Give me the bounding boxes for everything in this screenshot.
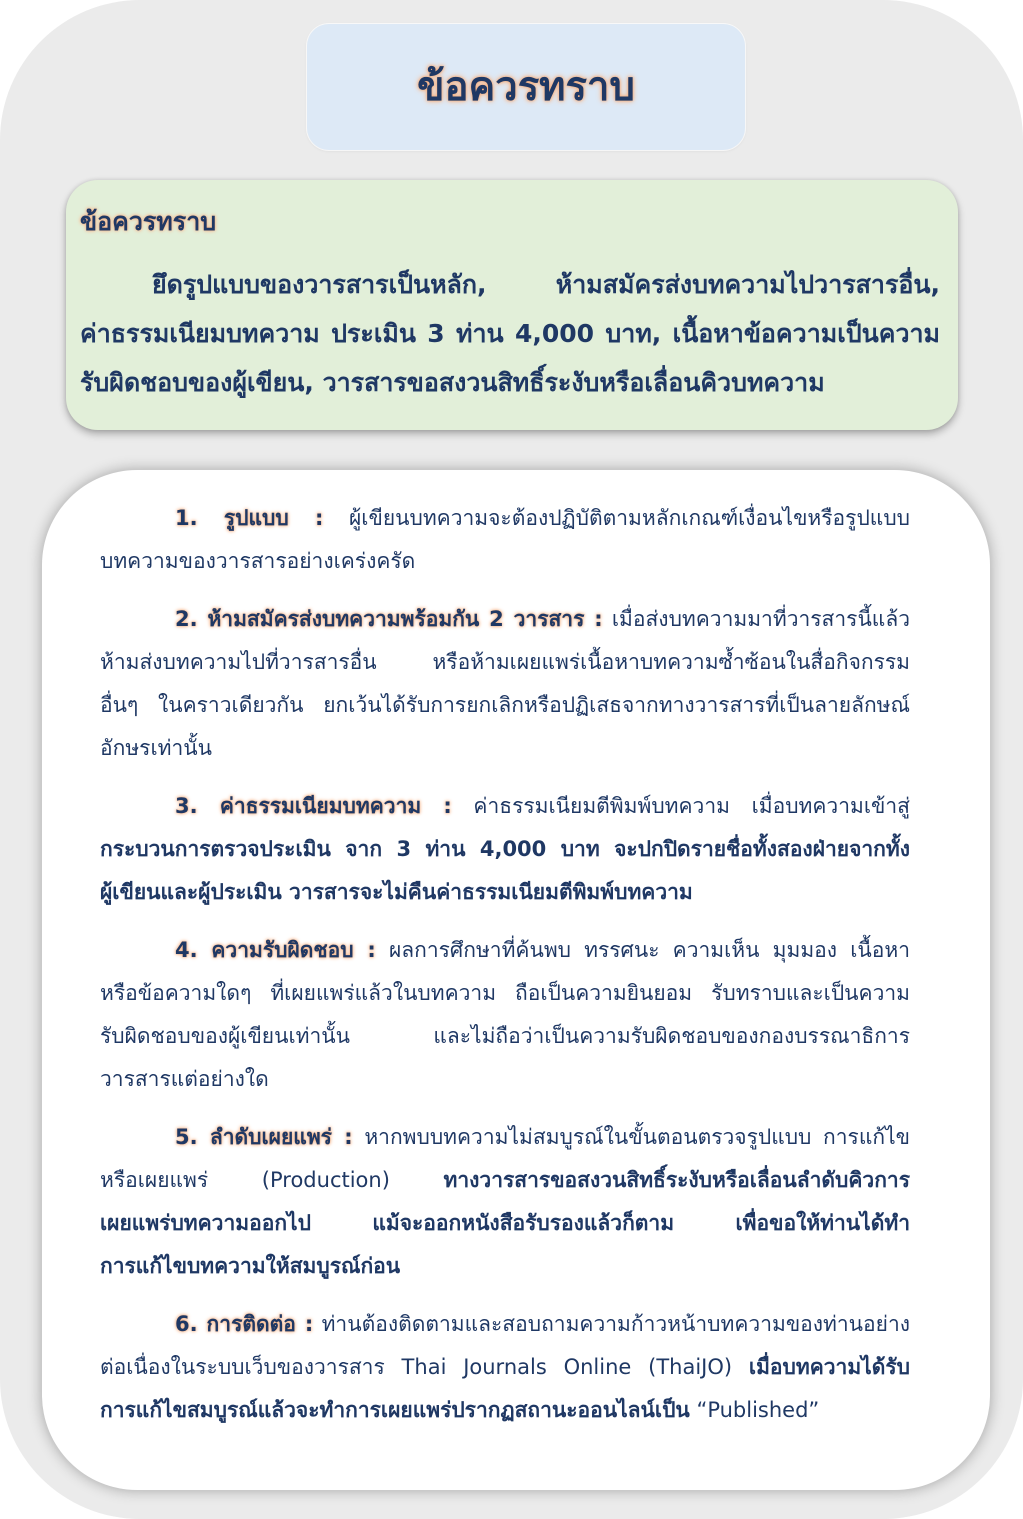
item-line xyxy=(100,972,910,1015)
item-text: ทางวารสารขอสงวนสิทธิ์ระงับหรือเลื่อนลำดับคิวการ xyxy=(443,1168,910,1192)
item-line xyxy=(100,641,910,684)
notice-item xyxy=(100,785,910,914)
item-label: 3. ค่าธรรมเนียมบทความ : xyxy=(175,794,452,818)
notice-item xyxy=(100,929,910,1101)
item-label: 1. รูปแบบ : xyxy=(175,506,324,530)
item-text: ผลการศึกษาที่ค้นพบ ทรรศนะ ความเห็น มุมมอง เนื้อหา xyxy=(388,938,910,962)
item-line xyxy=(100,785,910,828)
item-line xyxy=(100,727,910,770)
item-line xyxy=(100,1015,910,1058)
item-text: อื่นๆ ในคราวเดียวกัน ยกเว้นได้รับการยกเลิกหรือปฏิเสธจากทางวารสารที่เป็นลายลักษณ์ xyxy=(100,693,910,717)
item-text: เผยแพร่บทความออกไป แม้จะออกหนังสือรับรองแล้วก็ตาม เพื่อขอให้ท่านได้ทำ xyxy=(100,1211,910,1235)
item-text: บทความของวารสารอย่างเคร่งครัด xyxy=(100,549,416,573)
item-text: เมื่อบทความได้รับ xyxy=(748,1355,910,1379)
summary-line: ค่าธรรมเนียมบทความ ประเมิน 3 ท่าน 4,000 บาท, เนื้อหาข้อความเป็นความ xyxy=(80,319,940,348)
item-text: กระบวนการตรวจประเมิน จาก 3 ท่าน 4,000 บาท จะปกปิดรายชื่อทั้งสองฝ่ายจากทั้ง xyxy=(100,837,910,861)
item-label: 6. การติดต่อ : xyxy=(175,1312,314,1336)
item-line xyxy=(100,1116,910,1159)
item-line xyxy=(100,1245,910,1288)
item-line xyxy=(100,929,910,972)
item-line xyxy=(100,871,910,914)
item-text: ผู้เขียนและผู้ประเมิน วารสารจะไม่คืนค่าธรรมเนียมตีพิมพ์บทความ xyxy=(100,880,693,904)
item-text: ท่านต้องติดตามและสอบถามความก้าวหน้าบทความของท่านอย่าง xyxy=(321,1312,910,1336)
item-line xyxy=(100,684,910,727)
item-line xyxy=(100,1389,910,1432)
summary-heading: ข้อควรทราบ xyxy=(80,207,217,236)
notice-item xyxy=(100,497,910,583)
item-text: หรือเผยแพร่ (Production) xyxy=(100,1168,390,1192)
item-label: 2. ห้ามสมัครส่งบทความพร้อมกัน 2 วารสาร : xyxy=(175,607,603,631)
notice-list xyxy=(100,497,910,1432)
item-text: หรือข้อความใดๆ ที่เผยแพร่แล้วในบทความ ถือเป็นความยินยอม รับทราบและเป็นความ xyxy=(100,981,910,1005)
item-text: หากพบบทความไม่สมบูรณ์ในขั้นตอนตรวจรูปแบบ การแก้ไข xyxy=(364,1125,910,1149)
summary-box xyxy=(66,180,958,430)
item-line xyxy=(100,1159,910,1202)
item-text: เมื่อส่งบทความมาที่วารสารนี้แล้ว xyxy=(611,607,910,631)
item-text: อักษรเท่านั้น xyxy=(100,736,212,760)
details-box xyxy=(42,470,990,1490)
item-line xyxy=(100,1303,910,1346)
summary-line: รับผิดชอบของผู้เขียน, วารสารขอสงวนสิทธิ์ระงับหรือเลื่อนคิวบทความ xyxy=(80,368,825,397)
summary-paragraph xyxy=(80,260,940,407)
page-title: ข้อควรทราบ xyxy=(417,64,635,110)
notice-item xyxy=(100,1116,910,1288)
title-banner xyxy=(307,24,745,150)
item-line xyxy=(100,1202,910,1245)
item-text: ค่าธรรมเนียมตีพิมพ์บทความ เมื่อบทความเข้าสู่ xyxy=(473,794,910,818)
item-text: การแก้ไขบทความให้สมบูรณ์ก่อน xyxy=(100,1254,401,1278)
item-line xyxy=(100,540,910,583)
item-line xyxy=(100,1058,910,1101)
summary-line: ยึดรูปแบบของวารสารเป็นหลัก, ห้ามสมัครส่งบทความไปวารสารอื่น, xyxy=(152,270,940,299)
notice-item xyxy=(100,598,910,770)
item-line xyxy=(100,828,910,871)
item-line xyxy=(100,1346,910,1389)
item-text: วารสารแต่อย่างใด xyxy=(100,1067,269,1091)
item-label: 5. ลำดับเผยแพร่ : xyxy=(175,1125,353,1149)
item-text: ห้ามส่งบทความไปที่วารสารอื่น หรือห้ามเผยแพร่เนื้อหาบทความซ้ำซ้อนในสื่อกิจกรรม xyxy=(100,650,910,674)
item-line xyxy=(100,598,910,641)
item-text: รับผิดชอบของผู้เขียนเท่านั้น และไม่ถือว่าเป็นความรับผิดชอบของกองบรรณาธิการ xyxy=(100,1024,910,1048)
item-text: ผู้เขียนบทความจะต้องปฏิบัติตามหลักเกณฑ์เงื่อนไขหรือรูปแบบ xyxy=(348,506,910,530)
notice-item xyxy=(100,1303,910,1432)
item-text: การแก้ไขสมบูรณ์แล้วจะทำการเผยแพร่ปรากฏสถานะออนไลน์เป็น xyxy=(100,1398,690,1422)
item-label: 4. ความรับผิดชอบ : xyxy=(175,938,376,962)
item-text: ต่อเนื่องในระบบเว็บของวารสาร Thai Journals Online (ThaiJO) xyxy=(100,1355,733,1379)
item-text: “Published” xyxy=(696,1398,820,1422)
item-line xyxy=(100,497,910,540)
